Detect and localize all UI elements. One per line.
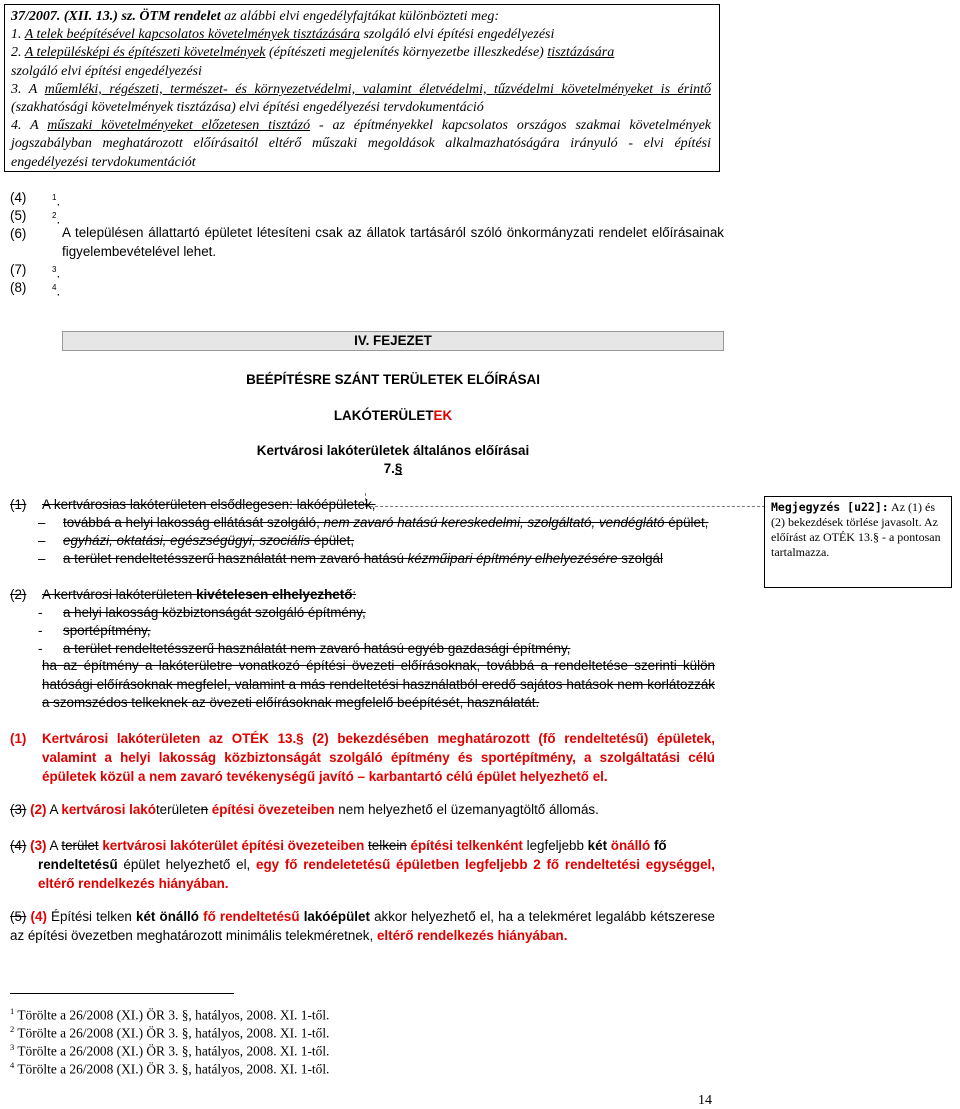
summary-num: 1. xyxy=(11,27,25,43)
summary-num: 2. xyxy=(11,45,25,61)
summary-text: szolgáló elvi építési engedélyezési xyxy=(359,27,555,43)
sub-title-added: EK xyxy=(433,408,453,423)
footnote-ref[interactable]: 1 xyxy=(52,193,57,202)
text-struck: terület xyxy=(61,838,99,853)
summary-text: (építészeti megjelenítés környezetbe illeszkedése) xyxy=(265,45,548,61)
item-8-footnote xyxy=(52,279,60,300)
dash: - xyxy=(38,623,43,638)
comment-text: Az (1) és (2) bekezdések törlése javasolt. Az előírást az OTÉK 13.§ - a pontosan tartalmazza. xyxy=(771,500,941,559)
dash: – xyxy=(38,533,46,548)
dash: – xyxy=(38,551,46,566)
text: A xyxy=(46,838,62,853)
footnote-number: 2 xyxy=(10,1024,15,1034)
summary-emph: A telek beépítésével kapcsolatos követelmények tisztázására xyxy=(24,27,360,43)
old-number: (4) xyxy=(10,838,27,853)
s2-lead xyxy=(42,586,356,604)
summary-emph: tisztázására xyxy=(547,45,615,61)
item-7 xyxy=(10,261,26,279)
text: épület helyezhető el, xyxy=(117,857,257,872)
item-dot: . xyxy=(56,283,61,299)
sub-title xyxy=(62,408,724,423)
chapter-heading: IV. FEJEZET xyxy=(62,331,724,351)
chapter-title: BEÉPÍTÉSRE SZÁNT TERÜLETEK ELŐÍRÁSAI xyxy=(246,372,540,387)
s2-number: (2) xyxy=(10,587,27,602)
summary-text: - az építményekkel kapcsolatos országos szakmai követelmények jogszabályban meghatározott előírásaitól eltérő műszaki megoldások alkalmazhatóságára irányuló - elvi építési engedélyezési tervdokumentációt xyxy=(11,118,712,170)
paragraph-sign: § xyxy=(394,461,403,476)
text: A xyxy=(46,802,62,817)
text-italic: nem zavaró hatású kereskedelmi, szolgáltató, vendéglátó xyxy=(323,515,665,530)
s2-bullet-2: sportépítmény, xyxy=(63,623,151,638)
text: akkor helyezhető el, ha a telekméret legalább kétszerese az építési övezetben meghatározott minimális telekméretnek, xyxy=(10,909,715,943)
item-dot: . xyxy=(56,265,61,281)
text-struck: n xyxy=(200,802,209,817)
s1-number: (1) xyxy=(10,497,27,512)
item-number: (7) xyxy=(10,262,27,277)
text-red: önálló xyxy=(610,838,651,853)
item-number: (5) xyxy=(10,208,27,223)
item-number: (8) xyxy=(10,280,27,295)
text-bold: két xyxy=(587,838,608,853)
s2-bullet-3: a terület rendeltetésszerű használatát nem zavaró hatású egyéb gazdasági építmény, xyxy=(63,641,571,656)
item-4 xyxy=(10,189,26,207)
n4-paragraph xyxy=(10,907,715,945)
summary-box xyxy=(4,4,720,172)
s2-bullet-1: a helyi lakosság közbiztonságát szolgáló építmény, xyxy=(63,605,366,620)
s2-tail: ha az építmény a lakóterületre vonatkozó építési övezeti előírásoknak, továbbá a rendeltetése szerinti külön hatósági előírásoknak megfelel, valamint a más rendeltetési használatból eredő sajátos hatások nem korlátozzák a szomszédos telkeknek az övezeti előírásoknak megfelelő beépítését, használatát. xyxy=(42,658,715,710)
text-red: kertvárosi lakó xyxy=(61,802,156,817)
text: nem helyezhető el üzemanyagtöltő állomás. xyxy=(334,802,599,817)
text-red: eltérő rendelkezés hiányában. xyxy=(376,928,568,943)
text: épület, xyxy=(310,533,355,548)
regulation-ref: 37/2007. (XII. 13.) sz. ÖTM rendelet xyxy=(11,9,221,24)
item-number: (4) xyxy=(10,190,27,205)
text-red: építési övezeteiben xyxy=(208,802,335,817)
footnote-text: Törölte a 26/2008 (XI.) ÖR 3. §, hatályos, 2008. XI. 1-től. xyxy=(14,1061,330,1077)
text: épület, xyxy=(664,515,709,530)
footnote-ref[interactable]: 2 xyxy=(52,211,57,220)
item-5 xyxy=(10,207,26,225)
s1-bullet-3 xyxy=(63,550,663,568)
footnote-text: Törölte a 26/2008 (XI.) ÖR 3. §, hatályos, 2008. XI. 1-től. xyxy=(14,1025,330,1041)
text-struck: telkein xyxy=(368,838,407,853)
s1-bullet-2 xyxy=(63,532,354,550)
text-red: fő rendeltetésű xyxy=(203,909,300,924)
summary-text: szolgáló elvi építési engedélyezési xyxy=(11,63,202,79)
summary-emph: A településképi és építészeti követelmények xyxy=(24,45,266,61)
summary-num: 4. A xyxy=(11,118,48,134)
comment-note[interactable] xyxy=(764,496,952,588)
section-title: Kertvárosi lakóterületek általános előírásai xyxy=(256,443,530,458)
footnote-text: Törölte a 26/2008 (XI.) ÖR 3. §, hatályos, 2008. XI. 1-től. xyxy=(14,1007,330,1023)
old-number: (3) xyxy=(10,802,27,817)
new-number: (4) xyxy=(30,909,47,924)
old-number: (5) xyxy=(10,909,27,924)
comment-label: Megjegyzés [u22]: xyxy=(771,500,889,514)
n1-text: Kertvárosi lakóterületen az OTÉK 13.§ (2) bekezdésében meghatározott (fő rendeltetésű) épületek, valamint a helyi lakosság közbiztonságát szolgáló építmény és sportépítmény, a szolgáltatási célú épületek közül a nem zavaró tevékenységű javító – karbantartó célú épület helyezhető el. xyxy=(42,731,715,784)
item-dot: . xyxy=(56,193,61,209)
n1-number: (1) xyxy=(10,731,27,746)
text: Építési telken xyxy=(46,909,137,924)
sub-title-main: LAKÓTERÜLET xyxy=(333,408,434,423)
summary-emph: műszaki követelményeket előzetesen tisztázó xyxy=(47,118,311,134)
footnote-separator xyxy=(10,993,234,994)
item-dot: . xyxy=(56,211,61,227)
item-6-text: A településen állattartó épületet létesíteni csak az állatok tartásáról szóló önkormányzati rendelet előírásainak figyelembevételével lehet. xyxy=(62,225,724,259)
text-bold: fő xyxy=(653,838,667,853)
item-8 xyxy=(10,279,26,297)
paragraph-num: 7. xyxy=(383,461,395,476)
footnote-number: 1 xyxy=(10,1006,15,1016)
item-5-footnote xyxy=(52,207,60,228)
page-number: 14 xyxy=(698,1093,712,1108)
text: területe xyxy=(155,802,201,817)
text-bold: rendeltetésű xyxy=(38,857,118,872)
footnote-ref[interactable]: 3 xyxy=(52,265,57,274)
footnote-number: 3 xyxy=(10,1042,15,1052)
footnote-text: Törölte a 26/2008 (XI.) ÖR 3. §, hatályos, 2008. XI. 1-től. xyxy=(14,1043,330,1059)
paragraph-number xyxy=(62,461,724,476)
text-bold: kivételesen elhelyezhető xyxy=(196,587,353,602)
summary-text: (szakhatósági követelmények tisztázása) elvi építési engedélyezési tervdokumentáció xyxy=(11,100,484,116)
footnote-number: 4 xyxy=(10,1060,15,1070)
text: legfeljebb xyxy=(522,838,588,853)
text-bold: két önálló xyxy=(136,909,199,924)
new-number: (2) xyxy=(30,802,47,817)
dash: - xyxy=(38,641,43,656)
text-red: kertvárosi lakóterület építési övezeteiben xyxy=(102,838,365,853)
text-red: egy fő rendeletetésű épületben legfeljebb 2 fő rendeltetési egységgel, eltérő rendelkezés hiányában. xyxy=(38,857,715,891)
text: továbbá a helyi lakosság ellátását szolgáló, xyxy=(63,515,324,530)
text-italic: kézműipari építmény elhelyezésére xyxy=(407,551,618,566)
n3-continuation xyxy=(38,855,715,893)
summary-line: az alábbi elvi engedélyfajtákat különbözteti meg: xyxy=(220,9,499,24)
footnote-4 xyxy=(10,1056,329,1078)
text-italic: egyházi, oktatási, egészségügyi, szociális xyxy=(63,533,311,548)
summary-num: 3. A xyxy=(11,81,45,97)
summary-emph: műemléki, régészeti, természet- és környezetvédelmi, valamint életvédelmi, tűzvédelmi követelményeket is érintő xyxy=(44,81,712,97)
new-number: (3) xyxy=(30,838,47,853)
comment-connector xyxy=(365,506,765,507)
text: A kertvárosi lakóterületen xyxy=(42,587,197,602)
text-red: építési telkenként xyxy=(410,838,523,853)
dash: – xyxy=(38,515,46,530)
item-6-number: (6) xyxy=(10,226,27,241)
text: a terület rendeltetésszerű használatát nem zavaró hatású xyxy=(63,551,408,566)
text: : xyxy=(352,587,357,602)
s1-lead: A kertvárosias lakóterületen elsődlegesen: lakóépületek, xyxy=(42,497,376,512)
footnote-ref[interactable]: 4 xyxy=(52,283,57,292)
s1-bullet-1 xyxy=(63,514,708,532)
text-bold: lakóépület xyxy=(303,909,370,924)
n2-paragraph xyxy=(10,801,715,820)
n3-paragraph xyxy=(10,836,715,855)
dash: - xyxy=(38,605,43,620)
text: szolgál xyxy=(617,551,663,566)
